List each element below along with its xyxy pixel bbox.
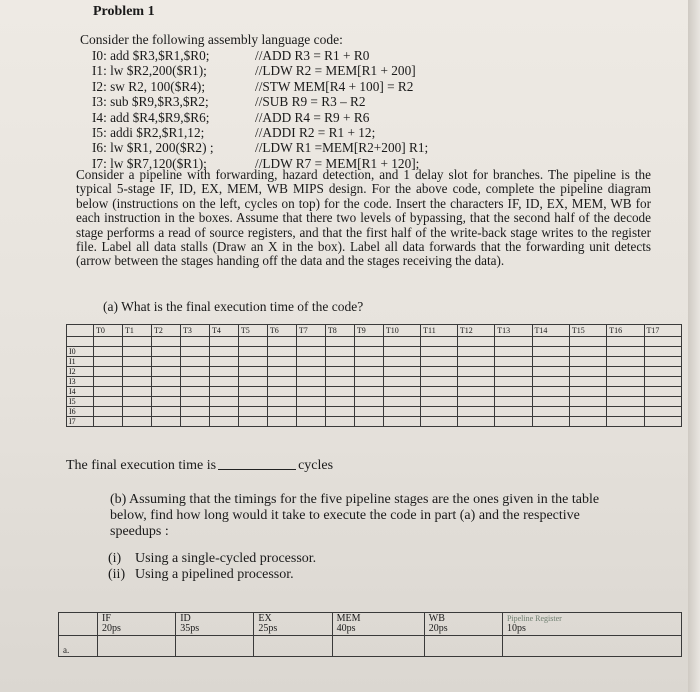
diagram-cell [644,357,681,367]
diagram-cell [151,377,180,387]
diagram-cell [325,407,354,417]
instruction-comment: //LDW R2 = MEM[R1 + 200] [255,63,416,79]
cycle-header: T3 [180,325,209,337]
option-number: (ii) [108,567,126,582]
diagram-cell [296,407,325,417]
instruction-row-label: I4 [67,387,94,397]
instruction-row [67,417,682,427]
timing-row [59,636,682,657]
diagram-cell [421,357,458,367]
instruction-row [67,357,682,367]
diagram-cell [383,417,420,427]
stage-cell [176,613,254,636]
diagram-cell [180,377,209,387]
diagram-cell [354,357,383,367]
instruction-comment: //STW MEM[R4 + 100] = R2 [255,78,414,94]
final-time-line [66,458,333,474]
diagram-cell [644,377,681,387]
diagram-cell [383,357,420,367]
diagram-cell [296,357,325,367]
instruction-comment: //LDW R1 =MEM[R2+200] R1; [255,140,429,156]
diagram-cell [267,387,296,397]
diagram-cell [607,347,644,357]
diagram-cell [151,387,180,397]
diagram-cell [532,347,569,357]
instruction: I7: lw $R7,120($R1); [92,155,207,171]
cycle-header: T6 [267,325,296,337]
diagram-cell [122,407,151,417]
stage-name: MEM [336,613,361,624]
diagram-cell [325,377,354,387]
diagram-cell [238,387,267,397]
diagram-cell [151,347,180,357]
diagram-cell [354,347,383,357]
cycle-header: T16 [607,325,644,337]
diagram-cell [354,387,383,397]
instruction-comment: //SUB R9 = R3 – R2 [255,94,366,110]
diagram-cell [209,347,238,357]
stage-time: 20ps [428,623,448,634]
diagram-cell [180,337,209,347]
instruction-row-label: I7 [67,417,94,427]
diagram-cell [325,417,354,427]
diagram-cell [457,337,494,347]
timing-cell [254,636,332,657]
stage-time: 25ps [258,623,278,634]
page-edge [688,0,700,692]
timing-cell [424,636,502,657]
diagram-cell [644,367,681,377]
timing-row-label: a. [59,636,98,657]
question-a: (a) What is the final execution time of the code? [103,299,364,314]
diagram-cell [238,337,267,347]
diagram-cell [532,397,569,407]
instruction: I5: addi $R2,$R1,12; [92,124,205,140]
diagram-cell [180,367,209,377]
instruction-comment: //ADD R3 = R1 + R0 [255,48,370,63]
diagram-cell [267,407,296,417]
diagram-cell [457,407,494,417]
diagram-cell [267,397,296,407]
instruction-row-label: I2 [67,367,94,377]
diagram-cell [238,367,267,377]
instruction-row-label: I5 [67,397,94,407]
diagram-cell [421,407,458,417]
stage-timing-table [58,612,682,657]
diagram-cell [238,407,267,417]
diagram-cell [94,387,123,397]
diagram-cell [495,387,532,397]
final-time-unit: cycles [298,458,334,473]
option-item [108,567,316,583]
diagram-cell [94,417,123,427]
diagram-cell [122,387,151,397]
diagram-cell [296,367,325,377]
stage-time: 20ps [102,623,121,634]
diagram-cell [94,407,123,417]
diagram-cell [209,417,238,427]
stage-name: WB [428,613,445,624]
diagram-cell [495,377,532,387]
instruction-row-label: I3 [67,377,94,387]
stage-time: 10ps [506,623,526,634]
diagram-cell [267,357,296,367]
instruction-row [67,367,682,377]
spacer-row [67,337,682,347]
diagram-cell [495,397,532,407]
diagram-cell [607,357,644,367]
cycle-header: T11 [421,325,458,337]
diagram-cell [569,367,606,377]
option-item [108,551,316,567]
diagram-cell [122,357,151,367]
diagram-cell [457,357,494,367]
instruction-row [67,387,682,397]
diagram-cell [325,397,354,407]
instruction-comment: //ADD R4 = R9 + R6 [255,109,370,125]
timing-cell [332,636,424,657]
diagram-cell [607,367,644,377]
timing-cell [98,636,176,657]
diagram-cell [122,367,151,377]
diagram-cell [383,407,420,417]
diagram-cell [180,397,209,407]
diagram-cell [383,377,420,387]
diagram-cell [354,337,383,347]
diagram-cell [296,387,325,397]
stage-cell [424,613,502,636]
diagram-cell [607,387,644,397]
diagram-cell [354,367,383,377]
cycle-header: T8 [325,325,354,337]
diagram-cell [238,397,267,407]
diagram-cell [495,367,532,377]
diagram-cell [532,417,569,427]
diagram-cell [325,367,354,377]
diagram-cell [180,417,209,427]
stage-name: ID [180,613,191,624]
intro-text: Consider the following assembly language code: [80,32,343,47]
diagram-cell [151,417,180,427]
diagram-cell [94,357,123,367]
diagram-cell [607,337,644,347]
instructions-paragraph: Consider a pipeline with forwarding, hazard detection, and 1 delay slot for branches. The pipeline is the typical 5-stage IF, ID, EX, MEM, WB MIPS design. For the above code, complete the pipeline diagram below (instructions on the left, cycles on top) for the code. Insert the characters IF, ID, EX, MEM, WB for each instruction in the boxes. Assume that there two levels of bypassing, that the second half of the decode stage performs a read of source registers, and that the first half of the write-back stage writes to the register file. Label all data stalls (Draw an X in the box). Label all data forwards that the forwarding unit detects (arrow between the stages handing off the data and the stages receiving the data). [76,167,651,269]
diagram-cell [607,417,644,427]
diagram-cell [569,347,606,357]
diagram-cell [495,337,532,347]
diagram-cell [296,397,325,407]
row-label-cell [67,337,94,347]
diagram-cell [457,417,494,427]
instruction: I6: lw $R1, 200($R2) ; [92,140,214,156]
stage-name: IF [102,613,111,624]
diagram-cell [569,417,606,427]
cycle-header-row [67,325,682,337]
diagram-cell [644,407,681,417]
stage-time: 35ps [180,623,200,634]
diagram-cell [421,387,458,397]
instruction-comment: //ADDI R2 = R1 + 12; [255,124,376,140]
diagram-cell [296,417,325,427]
diagram-cell [421,337,458,347]
diagram-cell [122,347,151,357]
diagram-cell [267,367,296,377]
diagram-cell [383,367,420,377]
instruction-row [67,347,682,357]
stage-name: Pipeline Register [506,614,562,623]
diagram-cell [383,397,420,407]
diagram-cell [209,387,238,397]
diagram-cell [151,367,180,377]
option-text: Using a pipelined processor. [135,567,294,582]
cycle-header: T5 [238,325,267,337]
cycle-header: T4 [209,325,238,337]
diagram-cell [267,337,296,347]
diagram-cell [209,367,238,377]
diagram-cell [180,357,209,367]
instruction-row-label: I1 [67,357,94,367]
diagram-cell [180,347,209,357]
timing-corner-cell [59,613,98,636]
diagram-cell [421,347,458,357]
diagram-cell [354,377,383,387]
diagram-cell [94,397,123,407]
diagram-cell [607,407,644,417]
corner-cell [67,325,94,337]
diagram-cell [457,347,494,357]
diagram-cell [238,377,267,387]
option-number: (i) [108,551,122,566]
diagram-cell [383,337,420,347]
diagram-cell [209,407,238,417]
final-time-label: The final execution time is [66,458,217,473]
cycle-header: T2 [151,325,180,337]
diagram-cell [644,347,681,357]
diagram-cell [421,377,458,387]
cycle-header: T7 [296,325,325,337]
question-b: (b) Assuming that the timings for the five pipeline stages are the ones given in the table below, find how long would it take to execute the code in part (a) and the respective speedups : [110,492,600,539]
diagram-cell [296,347,325,357]
diagram-cell [421,417,458,427]
cycle-header: T0 [94,325,123,337]
diagram-cell [644,397,681,407]
stage-cell [98,613,176,636]
diagram-cell [569,377,606,387]
diagram-cell [94,377,123,387]
diagram-cell [296,377,325,387]
diagram-cell [151,337,180,347]
diagram-cell [151,407,180,417]
timing-header-row [59,613,682,636]
cycle-header: T9 [354,325,383,337]
cycle-header: T10 [383,325,420,337]
instruction: I4: add $R4,$R9,$R6; [92,109,210,125]
diagram-cell [354,417,383,427]
cycle-header: T14 [532,325,569,337]
diagram-cell [569,397,606,407]
option-text: Using a single-cycled processor. [135,551,317,566]
diagram-cell [457,387,494,397]
diagram-cell [644,417,681,427]
stage-cell [332,613,424,636]
cycle-header: T15 [569,325,606,337]
diagram-cell [180,387,209,397]
diagram-cell [457,397,494,407]
diagram-cell [267,377,296,387]
diagram-cell [122,397,151,407]
diagram-cell [354,397,383,407]
diagram-cell [296,337,325,347]
stage-cell [502,613,681,636]
diagram-cell [151,357,180,367]
timing-cell [502,636,681,657]
cycle-header: T17 [644,325,681,337]
stage-cell [254,613,332,636]
diagram-cell [122,377,151,387]
stage-name: EX [258,613,272,624]
timing-cell [176,636,254,657]
pipeline-diagram-table [66,324,682,427]
question-b-options [108,551,316,583]
diagram-cell [607,397,644,407]
cycle-header: T13 [495,325,532,337]
diagram-cell [325,387,354,397]
diagram-cell [94,347,123,357]
diagram-cell [180,407,209,417]
instruction-row [67,377,682,387]
problem-title: Problem 1 [93,4,155,19]
diagram-cell [94,337,123,347]
diagram-cell [209,397,238,407]
diagram-cell [238,417,267,427]
diagram-cell [569,407,606,417]
diagram-cell [532,407,569,417]
diagram-cell [421,367,458,377]
diagram-cell [354,407,383,417]
cycle-header: T12 [457,325,494,337]
diagram-cell [209,377,238,387]
diagram-cell [569,357,606,367]
stage-time: 40ps [336,623,356,634]
diagram-cell [238,347,267,357]
diagram-cell [644,387,681,397]
diagram-cell [569,387,606,397]
diagram-cell [495,347,532,357]
diagram-cell [421,397,458,407]
diagram-cell [532,357,569,367]
diagram-cell [325,357,354,367]
diagram-cell [495,417,532,427]
instruction: I2: sw R2, 100($R4); [92,78,206,94]
instruction-row [67,397,682,407]
diagram-cell [644,337,681,347]
diagram-cell [209,337,238,347]
diagram-cell [238,357,267,367]
diagram-cell [325,337,354,347]
diagram-cell [151,397,180,407]
instruction-row [67,407,682,417]
instruction-row-label: I0 [67,347,94,357]
diagram-cell [532,337,569,347]
diagram-cell [267,347,296,357]
diagram-cell [532,367,569,377]
instruction: I3: sub $R9,$R3,$R2; [92,94,209,110]
diagram-cell [532,387,569,397]
diagram-cell [383,347,420,357]
diagram-cell [532,377,569,387]
instruction-row-label: I6 [67,407,94,417]
answer-blank[interactable] [218,469,296,470]
diagram-cell [569,337,606,347]
instruction-comment: //LDW R7 = MEM[R1 + 120]; [255,155,420,171]
instruction: I0: add $R3,$R1,$R0; [92,48,210,63]
diagram-cell [325,347,354,357]
diagram-cell [209,357,238,367]
diagram-cell [122,417,151,427]
diagram-cell [383,387,420,397]
cycle-header: T1 [122,325,151,337]
diagram-cell [457,367,494,377]
diagram-cell [495,357,532,367]
diagram-cell [267,417,296,427]
diagram-cell [94,367,123,377]
diagram-cell [457,377,494,387]
instruction: I1: lw $R2,200($R1); [92,63,207,79]
diagram-cell [607,377,644,387]
diagram-cell [495,407,532,417]
diagram-cell [122,337,151,347]
